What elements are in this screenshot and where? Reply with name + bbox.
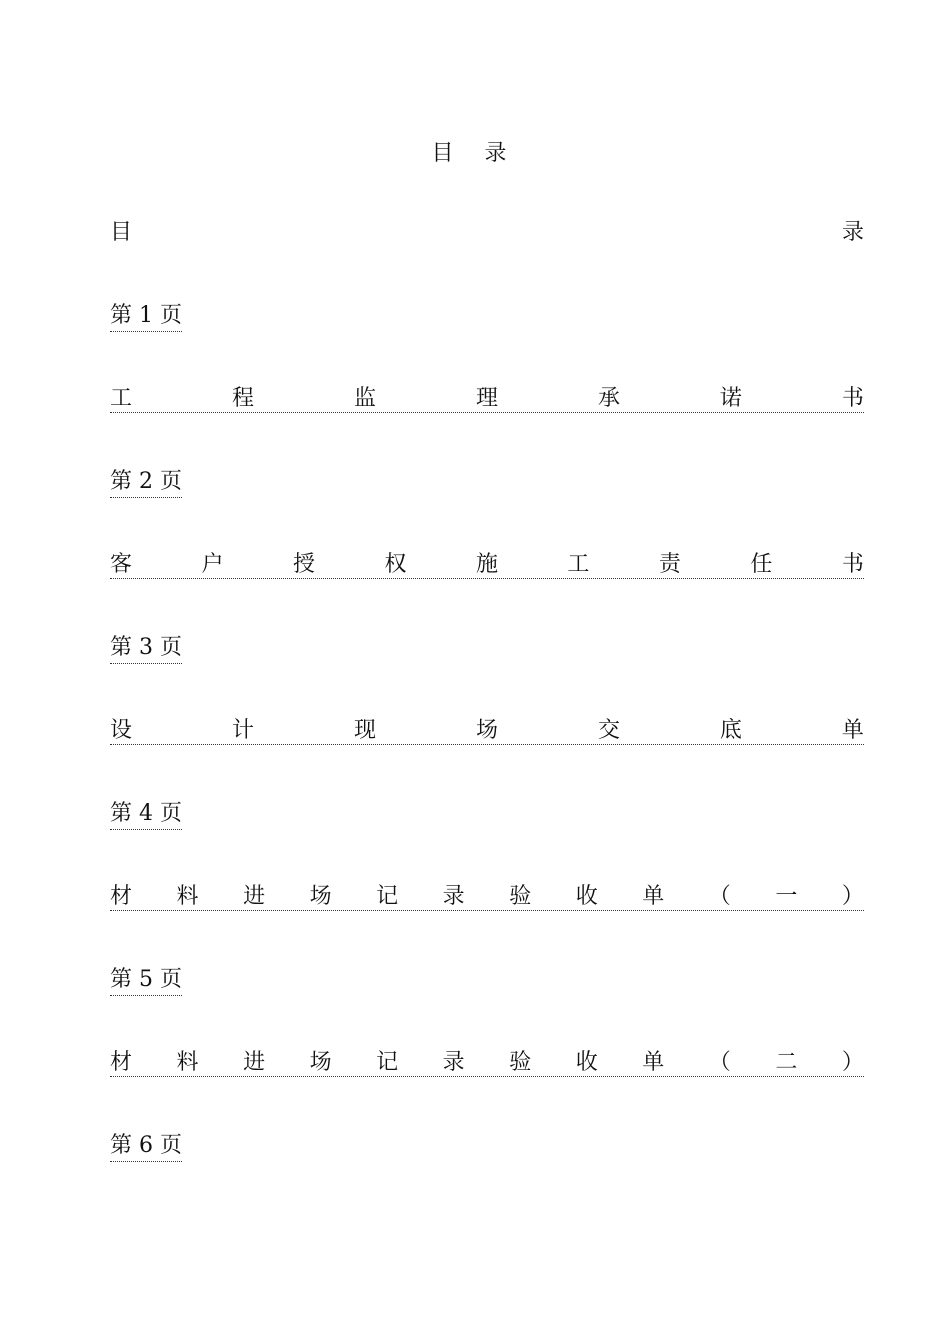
page-title: 目 录 xyxy=(431,141,519,166)
toc-entry-char: 监 xyxy=(353,386,376,411)
toc-entry-char: 收 xyxy=(575,884,598,909)
toc-entry-char: 客 xyxy=(110,552,133,577)
toc-entry-char: ） xyxy=(841,884,864,909)
toc-page-number[interactable]: 第 5 页 xyxy=(110,967,182,996)
toc-entry-char: 计 xyxy=(231,718,254,743)
toc-entry-char: 诺 xyxy=(719,386,742,411)
toc-entry-char: 工 xyxy=(110,386,133,411)
toc-entry-char: 一 xyxy=(775,884,798,909)
toc-entry-title[interactable] xyxy=(110,714,864,745)
toc-entry-char: 录 xyxy=(841,220,864,245)
toc-entry-char: 场 xyxy=(475,718,498,743)
toc-entry-char: 录 xyxy=(442,884,465,909)
toc-entry-char: 验 xyxy=(509,884,532,909)
toc-entry-char: 场 xyxy=(309,884,332,909)
toc-entry-char: 收 xyxy=(575,1050,598,1075)
toc-entry-char: 程 xyxy=(231,386,254,411)
toc-entry-char: 户 xyxy=(201,552,224,577)
toc-entry-char: 施 xyxy=(475,552,498,577)
toc-entry-char: ） xyxy=(841,1050,864,1075)
toc-entry-char: 承 xyxy=(597,386,620,411)
toc-entry-char: 单 xyxy=(841,718,864,743)
toc-entry-char: 工 xyxy=(567,552,590,577)
toc-entry-char: 设 xyxy=(110,718,133,743)
toc-entry-char: 交 xyxy=(597,718,620,743)
toc-entry-char: 录 xyxy=(442,1050,465,1075)
toc-entry-char: 记 xyxy=(376,1050,399,1075)
toc-entry-char: 底 xyxy=(719,718,742,743)
toc-entry-char: 现 xyxy=(353,718,376,743)
toc-entry-char: 场 xyxy=(309,1050,332,1075)
toc-heading-spread xyxy=(110,216,864,246)
toc-page-number[interactable]: 第 1 页 xyxy=(110,303,182,332)
toc-entry-char: 理 xyxy=(475,386,498,411)
toc-entry-char: 二 xyxy=(775,1050,798,1075)
toc-entry-char: 材 xyxy=(110,884,133,909)
toc-entry-char: 记 xyxy=(376,884,399,909)
toc-entry-char: 书 xyxy=(841,552,864,577)
toc-entry-char: 材 xyxy=(110,1050,133,1075)
toc-entry-char: （ xyxy=(708,1050,731,1075)
toc-entry-title[interactable] xyxy=(110,1046,864,1077)
toc-entry-char: 授 xyxy=(292,552,315,577)
toc-entry-char: 料 xyxy=(176,1050,199,1075)
toc-page-number[interactable]: 第 2 页 xyxy=(110,469,182,498)
toc-page-number[interactable]: 第 4 页 xyxy=(110,801,182,830)
toc-entry-char: 单 xyxy=(642,884,665,909)
toc-entry-char: 责 xyxy=(658,552,681,577)
toc-page-number[interactable]: 第 6 页 xyxy=(110,1133,182,1162)
toc-entry-char: （ xyxy=(708,884,731,909)
toc-entry-title[interactable] xyxy=(110,548,864,579)
toc-entry-char: 任 xyxy=(750,552,773,577)
toc-entry-char: 料 xyxy=(176,884,199,909)
toc-page-number[interactable]: 第 3 页 xyxy=(110,635,182,664)
toc-entry-char: 验 xyxy=(509,1050,532,1075)
toc-entry-title[interactable] xyxy=(110,880,864,911)
toc-entry-char: 进 xyxy=(243,884,266,909)
toc-entry-char: 单 xyxy=(642,1050,665,1075)
toc-entry-char: 目 xyxy=(110,220,133,245)
toc-entry-char: 权 xyxy=(384,552,407,577)
toc-entry-char: 进 xyxy=(243,1050,266,1075)
toc-entry-title[interactable] xyxy=(110,382,864,413)
toc-entry-char: 书 xyxy=(841,386,864,411)
